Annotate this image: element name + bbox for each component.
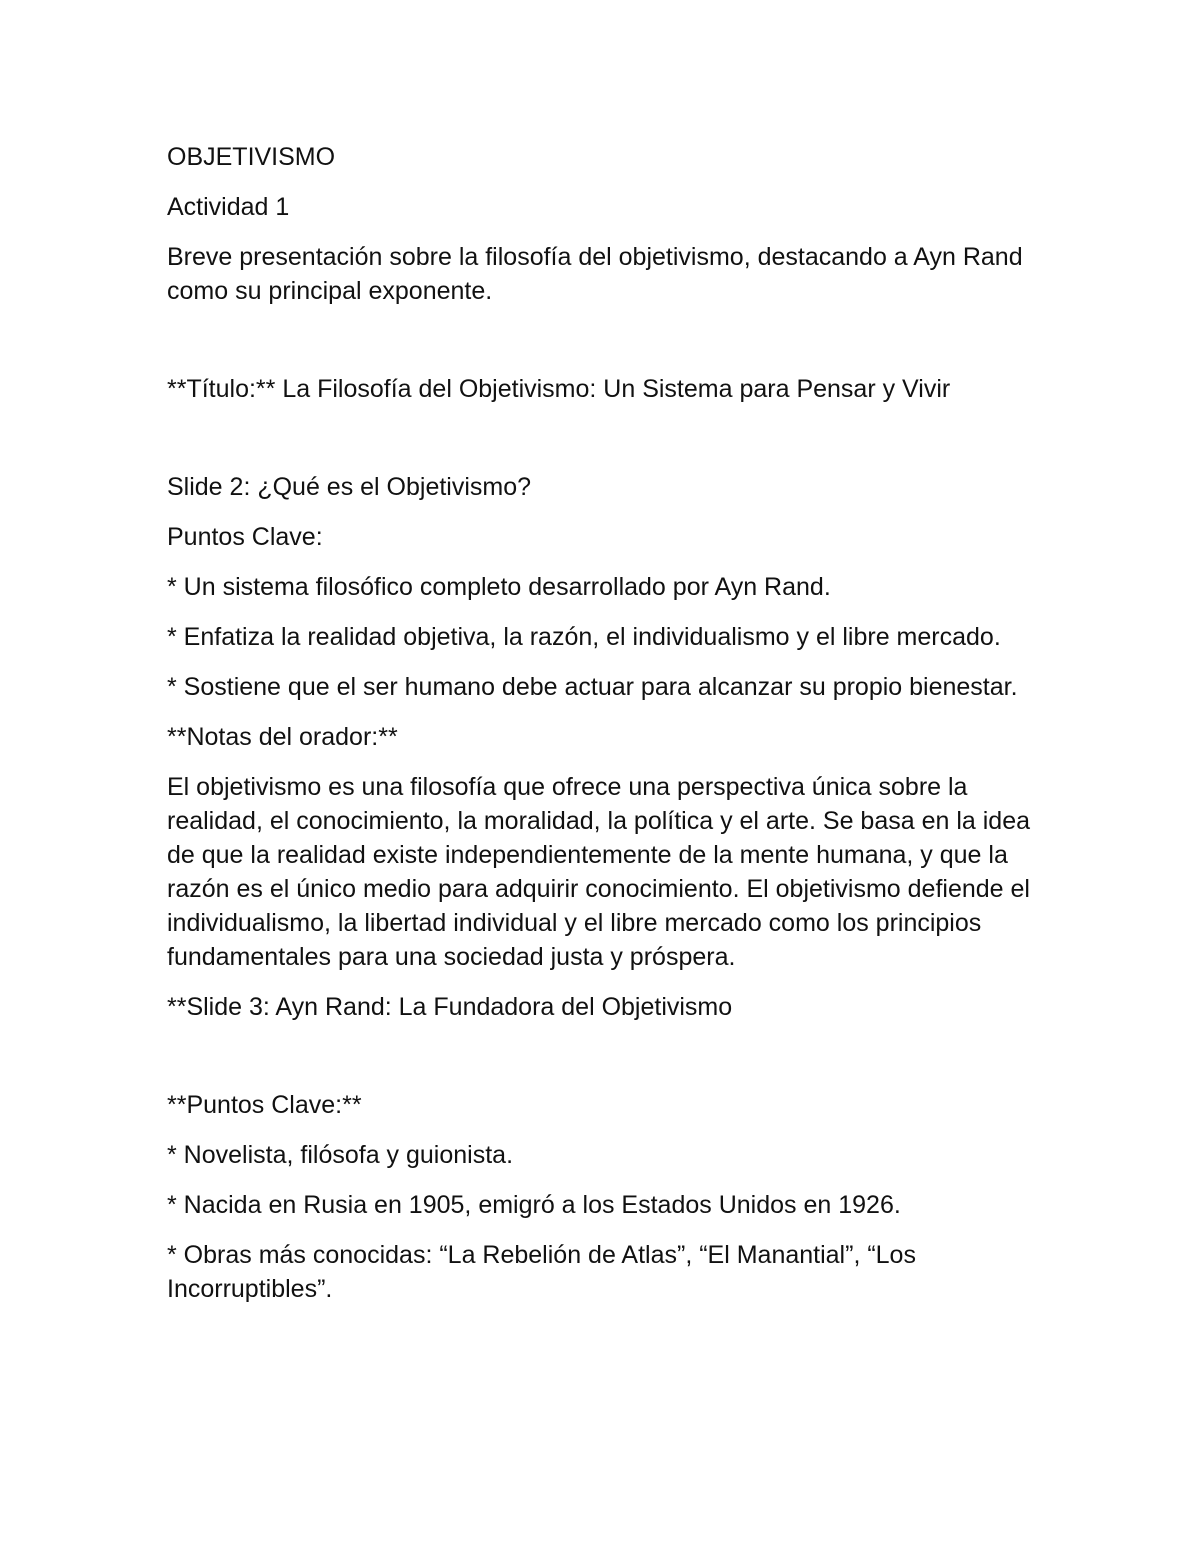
slide2-key-points-label: Puntos Clave: xyxy=(167,523,323,551)
slide3-bullet: * Novelista, filósofa y guionista. xyxy=(167,1141,514,1169)
speaker-notes-label: **Notas del orador:** xyxy=(167,723,398,751)
slide3-bullet: * Nacida en Rusia en 1905, emigró a los Estados Unidos en 1926. xyxy=(167,1191,901,1219)
slide3-heading: **Slide 3: Ayn Rand: La Fundadora del Objetivismo xyxy=(167,993,733,1021)
slide3-key-points-label: **Puntos Clave:** xyxy=(167,1091,362,1119)
slide3-bullet: * Obras más conocidas: “La Rebelión de Atlas”, “El Manantial”, “Los Incorruptibles”. xyxy=(167,1241,916,1303)
slide2-heading: Slide 2: ¿Qué es el Objetivismo? xyxy=(167,473,532,501)
slide2-bullet: * Enfatiza la realidad objetiva, la razón, el individualismo y el libre mercado. xyxy=(167,623,1001,651)
intro-paragraph: Breve presentación sobre la filosofía del objetivismo, destacando a Ayn Rand como su principal exponente. xyxy=(167,243,1023,305)
presentation-title: **Título:** La Filosofía del Objetivismo: Un Sistema para Pensar y Vivir xyxy=(167,375,951,403)
activity-label: Actividad 1 xyxy=(167,193,290,221)
document-body xyxy=(167,140,1047,1322)
slide2-bullet: * Un sistema filosófico completo desarrollado por Ayn Rand. xyxy=(167,573,831,601)
speaker-notes-paragraph: El objetivismo es una filosofía que ofrece una perspectiva única sobre la realidad, el conocimiento, la moralidad, la política y el arte. Se basa en la idea de que la realidad existe independientemente de la mente humana, y que la razón es el único medio para adquirir conocimiento. El objetivismo defiende el individualismo, la libertad individual y el libre mercado como los principios fundamentales para una sociedad justa y próspera. xyxy=(167,773,1031,971)
slide2-bullet: * Sostiene que el ser humano debe actuar para alcanzar su propio bienestar. xyxy=(167,673,1018,701)
document-heading: OBJETIVISMO xyxy=(167,143,336,171)
